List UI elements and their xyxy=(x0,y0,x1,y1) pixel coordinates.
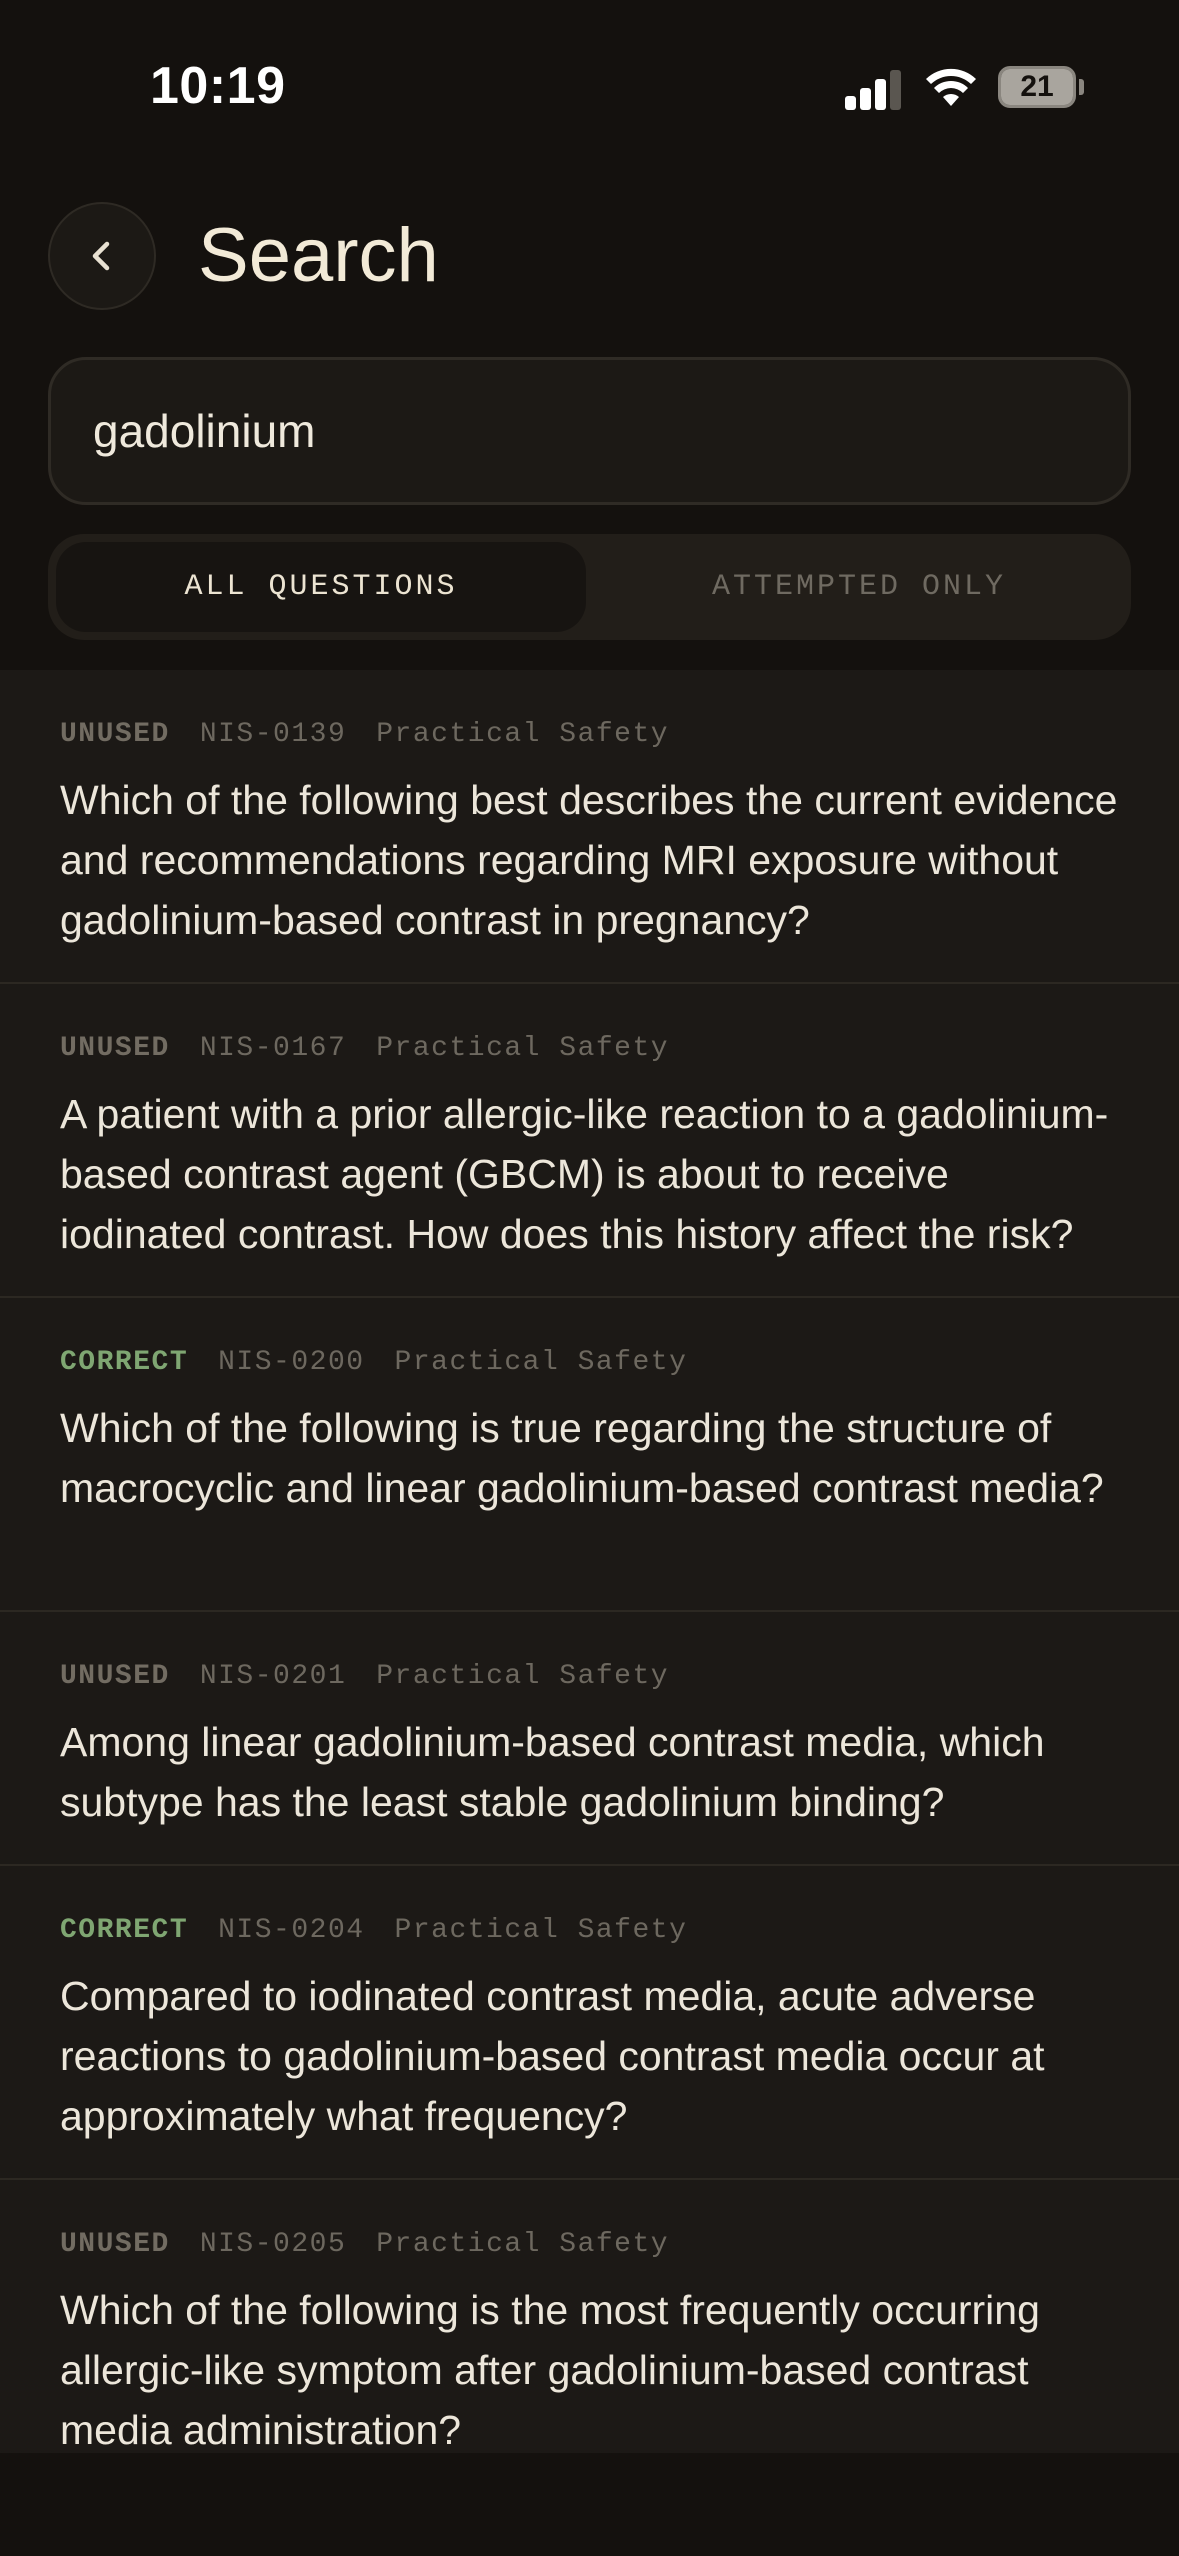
result-item[interactable] xyxy=(0,670,1179,984)
search-input[interactable] xyxy=(93,360,1093,502)
question-text: Compared to iodinated contrast media, acute adverse reactions to gadolinium-based contrast media occur at approximately what frequency? xyxy=(60,1973,1045,2139)
result-item[interactable] xyxy=(0,1612,1179,1866)
question-text: A patient with a prior allergic-like reaction to a gadolinium-based contrast agent (GBCM) is about to receive iodinated contrast. How does this history affect the risk? xyxy=(60,1091,1109,1257)
result-item[interactable] xyxy=(0,984,1179,1298)
status-time: 10:19 xyxy=(150,57,286,115)
filter-segmented-control xyxy=(48,534,1131,640)
question-category: Practical Safety xyxy=(394,1347,688,1378)
question-category: Practical Safety xyxy=(376,1661,670,1692)
status-badge: UNUSED xyxy=(60,2229,170,2260)
status-badge: UNUSED xyxy=(60,1033,170,1064)
chevron-left-icon xyxy=(82,236,122,276)
status-badge: CORRECT xyxy=(60,1347,189,1378)
result-meta xyxy=(60,1338,1119,1388)
battery-nub xyxy=(1079,79,1084,95)
status-badge: UNUSED xyxy=(60,1661,170,1692)
question-id: NIS-0167 xyxy=(199,1033,347,1064)
question-category: Practical Safety xyxy=(376,2229,670,2260)
filter-attempted-only[interactable]: ATTEMPTED ONLY xyxy=(711,570,1007,604)
battery-icon xyxy=(998,66,1076,108)
results-list xyxy=(0,670,1179,2453)
filter-all-questions[interactable]: ALL QUESTIONS xyxy=(56,542,586,632)
result-item[interactable] xyxy=(0,1298,1179,1612)
result-item[interactable] xyxy=(0,2180,1179,2453)
question-id: NIS-0201 xyxy=(199,1661,347,1692)
wifi-icon xyxy=(925,66,977,108)
question-category: Practical Safety xyxy=(376,1033,670,1064)
search-field[interactable] xyxy=(48,357,1131,505)
page-title: Search xyxy=(198,213,439,298)
cellular-signal-icon xyxy=(845,68,903,110)
question-id: NIS-0205 xyxy=(199,2229,347,2260)
result-item[interactable] xyxy=(0,1866,1179,2180)
back-button[interactable] xyxy=(48,202,156,310)
question-text: Which of the following is the most frequently occurring allergic-like symptom after gadolinium-based contrast media administration? xyxy=(60,2287,1040,2453)
question-category: Practical Safety xyxy=(376,719,670,750)
status-badge: CORRECT xyxy=(60,1915,189,1946)
question-id: NIS-0204 xyxy=(218,1915,365,1946)
question-text: Which of the following best describes the current evidence and recommendations regarding MRI exposure without gadolinium-based contrast in pregnancy? xyxy=(60,777,1118,943)
result-meta xyxy=(60,710,1119,760)
question-text: Among linear gadolinium-based contrast media, which subtype has the least stable gadolinium binding? xyxy=(60,1719,1045,1825)
result-meta xyxy=(60,1906,1119,1956)
question-id: NIS-0200 xyxy=(218,1347,365,1378)
battery-level: 21 xyxy=(1001,69,1073,105)
question-text: Which of the following is true regarding the structure of macrocyclic and linear gadolinium-based contrast media? xyxy=(60,1405,1104,1511)
status-badge: UNUSED xyxy=(60,719,170,750)
result-meta xyxy=(60,1652,1119,1702)
result-meta xyxy=(60,1024,1119,1074)
question-category: Practical Safety xyxy=(394,1915,688,1946)
status-bar xyxy=(0,0,1179,170)
result-meta xyxy=(60,2220,1119,2270)
question-id: NIS-0139 xyxy=(199,719,347,750)
